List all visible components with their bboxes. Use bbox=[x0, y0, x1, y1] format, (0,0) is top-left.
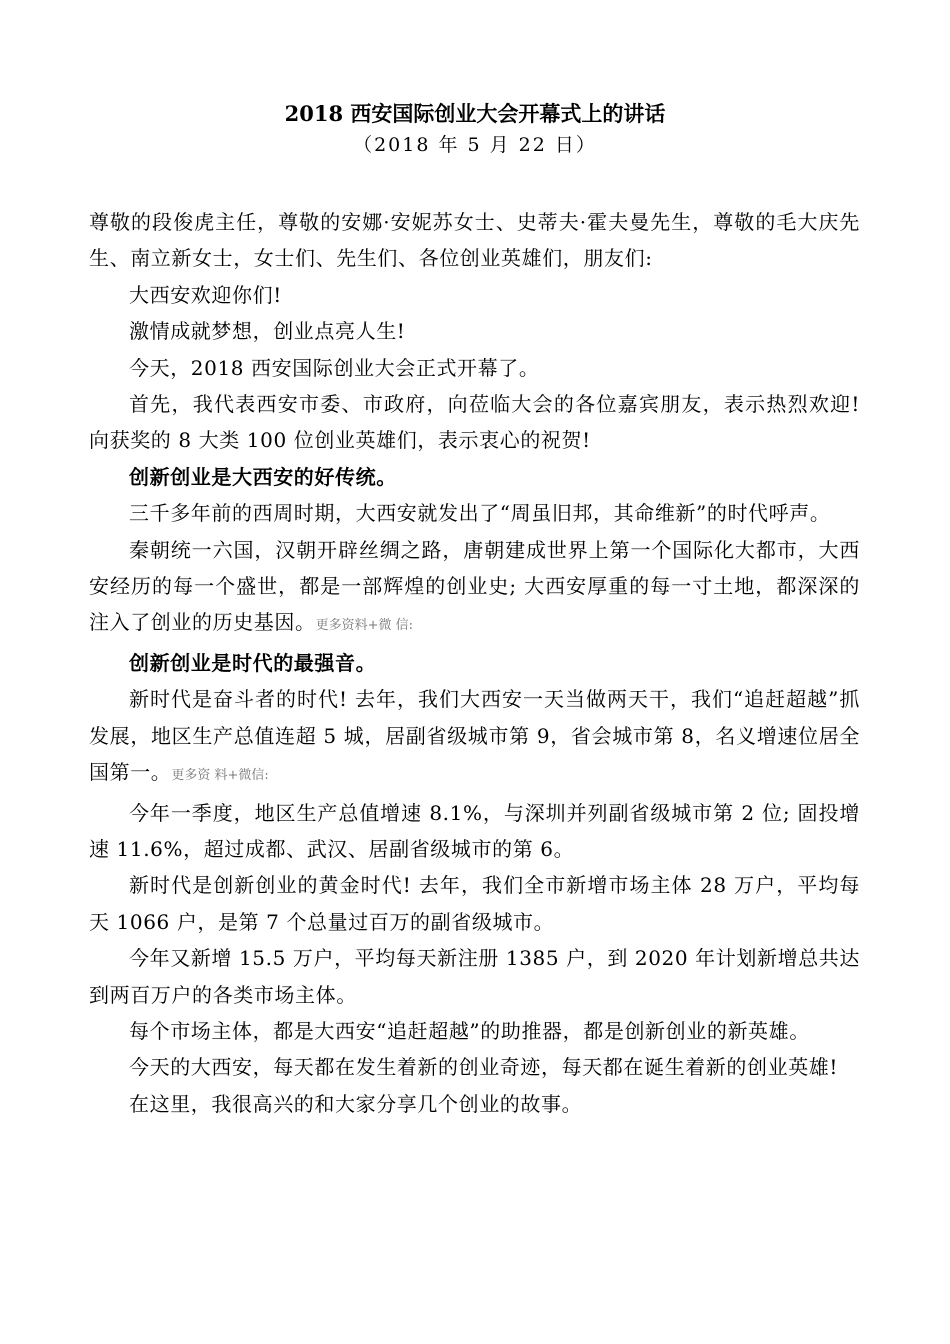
paragraph bbox=[89, 681, 860, 794]
section-heading-text: 创新创业是大西安的好传统。 bbox=[129, 464, 397, 489]
paragraph-text: 在这里，我很高兴的和大家分享几个创业的故事。 bbox=[129, 1091, 583, 1116]
paragraph-text: 今年一季度，地区生产总值增速 8.1%，与深圳并列副省级城市第 2 位; 固投增速 11.6%，超过成都、武汉、居副省级城市的第 6。 bbox=[89, 800, 860, 861]
section-heading bbox=[89, 645, 860, 681]
section-heading-text: 创新创业是时代的最强音。 bbox=[129, 650, 377, 675]
document-date: （2018 年 5 月 22 日） bbox=[353, 134, 597, 156]
watermark-note: 更多资料+微 信: bbox=[315, 618, 414, 634]
paragraph-text: 每个市场主体，都是大西安“追赶超越”的助推器，都是创新创业的新英雄。 bbox=[129, 1018, 810, 1043]
paragraph bbox=[89, 495, 860, 531]
paragraph bbox=[89, 1086, 860, 1122]
paragraph-text: 首先，我代表西安市委、市政府，向莅临大会的各位嘉宾朋友，表示热烈欢迎! 向获奖的 8 大类 100 位创业英雄们，表示衷心的祝贺! bbox=[89, 392, 860, 453]
paragraph-text: 今天，2018 西安国际创业大会正式开幕了。 bbox=[129, 355, 540, 380]
paragraph-text: 新时代是奋斗者的时代! 去年，我们大西安一天当做两天干，我们“追赶超越”抓发展，地区生产总值连超 5 城，居副省级城市第 9，省会城市第 8，名义增速位居全国第一。 bbox=[89, 687, 860, 785]
paragraph-text: 新时代是创新创业的黄金时代! 去年，我们全市新增市场主体 28 万户，平均每天 1066 户，是第 7 个总量过百万的副省级城市。 bbox=[89, 873, 860, 934]
paragraph-salutation bbox=[89, 204, 860, 277]
document-title: 2018 西安国际创业大会开幕式上的讲话 bbox=[284, 101, 666, 126]
paragraph bbox=[89, 867, 860, 940]
paragraph bbox=[89, 1049, 860, 1085]
paragraph-text: 秦朝统一六国，汉朝开辟丝绸之路，唐朝建成世界上第一个国际化大都市，大西安经历的每一个盛世，都是一部辉煌的创业史; 大西安厚重的每一寸土地，都深深的注入了创业的历史基因。 bbox=[89, 537, 860, 635]
paragraph bbox=[89, 940, 860, 1013]
paragraph bbox=[89, 795, 860, 868]
paragraph-text: 激情成就梦想，创业点亮人生! bbox=[129, 319, 406, 344]
paragraph-text: 三千多年前的西周时期，大西安就发出了“周虽旧邦，其命维新”的时代呼声。 bbox=[129, 501, 831, 526]
paragraph bbox=[89, 350, 860, 386]
paragraph bbox=[89, 1013, 860, 1049]
paragraph-text: 尊敬的段俊虎主任，尊敬的安娜·安妮苏女士、史蒂夫·霍夫曼先生，尊敬的毛大庆先生、南立新女士，女士们、先生们、各位创业英雄们，朋友们: bbox=[89, 210, 860, 271]
paragraph bbox=[89, 386, 860, 459]
paragraph bbox=[89, 532, 860, 645]
paragraph-text: 大西安欢迎你们! bbox=[129, 282, 282, 307]
paragraph-text: 今天的大西安，每天都在发生着新的创业奇迹，每天都在诞生着新的创业英雄! bbox=[129, 1055, 839, 1080]
paragraph-text: 今年又新增 15.5 万户，平均每天新注册 1385 户，到 2020 年计划新增总共达到两百万户的各类市场主体。 bbox=[89, 946, 860, 1007]
section-heading bbox=[89, 459, 860, 495]
watermark-note: 更多资 料+微信: bbox=[171, 768, 269, 784]
paragraph bbox=[89, 277, 860, 313]
paragraph bbox=[89, 313, 860, 349]
document-body bbox=[89, 204, 860, 1122]
